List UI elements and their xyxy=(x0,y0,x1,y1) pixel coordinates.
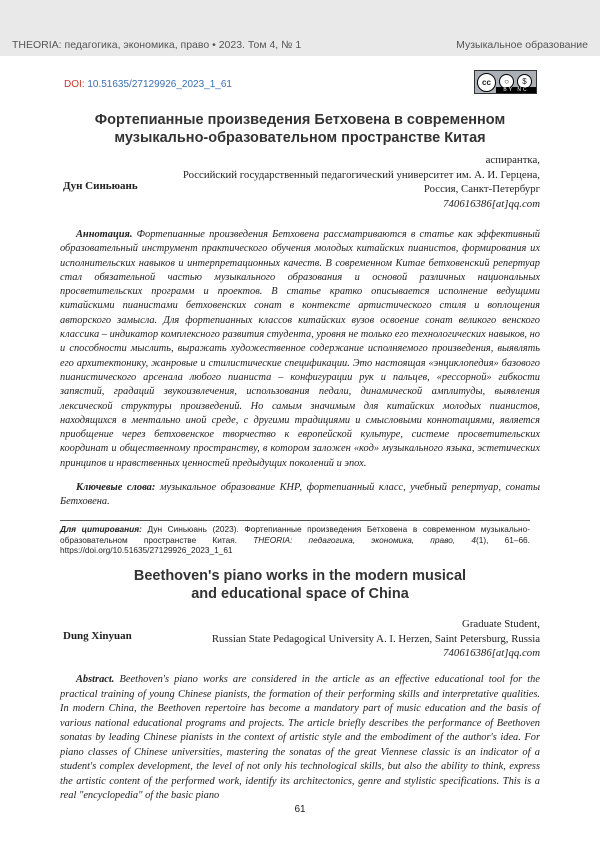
abstract-ru xyxy=(60,228,540,471)
section-header: Музыкальное образование xyxy=(456,39,588,51)
nc-icon: $ xyxy=(517,74,532,89)
title-en-line2: and educational space of China xyxy=(191,586,409,602)
aff-ru-line2: Российский государственный педагогический университет им. А. И. Герцена, xyxy=(182,168,540,181)
abstract-en-label: Abstract. xyxy=(76,674,115,685)
email-ru[interactable]: 740616386[at]qq.com xyxy=(443,197,540,210)
article-title-en xyxy=(60,567,540,603)
abstract-en xyxy=(60,673,540,804)
doi xyxy=(64,79,232,90)
citation-url[interactable]: https://doi.org/10.51635/27129926_2023_1_61 xyxy=(60,545,233,555)
affiliation-ru xyxy=(183,153,540,211)
author-ru: Дун Синьюань xyxy=(63,180,138,192)
title-en-line1: Beethoven's piano works in the modern musical xyxy=(133,568,467,584)
email-en[interactable]: 740616386[at]qq.com xyxy=(443,647,540,659)
keywords-text: музыкальное образование КНР, фортепианный класс, учебный репертуар, сонаты Бетховена. xyxy=(60,482,540,508)
page-number: 61 xyxy=(294,804,306,815)
abstract-en-text: Beethoven's piano works are considered in the article as an effective educational tool for the practical training of young Chinese pianists, the formation of their performing skills and interpretative qualities. In modern China, the Beethoven repertoire has become a mandatory part of music education and the basis of various national educational programs and projects. The article briefly describes the performance of Beethoven sonatas by leading Chinese pianists in the context of artistic style and the embodiment of the author's idea. For piano classes of Chinese universities, mastering the sonatas of the great Viennese classic is an indicator of a student's complex development, the level of not only his technological skills, but also the ability to think, express the artistic content of the performed work, identify its architectonics, genre and stylistic specifications. This is a real "encyclopedia" of the basic piano xyxy=(60,674,540,801)
citation-journal: THEORIA: педагогика, экономика, право, xyxy=(253,534,456,545)
running-header xyxy=(0,0,600,56)
title-ru-line1: Фортепианные произведения Бетховена в современном xyxy=(94,112,506,128)
doi-link[interactable]: 10.51635/27129926_2023_1_61 xyxy=(87,79,232,90)
title-ru-line2: музыкально-образовательном пространстве Китая xyxy=(114,130,486,146)
journal-header: THEORIA: педагогика, экономика, право • 2023. Том 4, № 1 xyxy=(12,39,302,51)
by-icon: ○ xyxy=(499,74,514,89)
affiliation-en xyxy=(212,617,540,661)
author-en: Dung Xinyuan xyxy=(63,630,132,642)
license-terms: BY NC xyxy=(496,87,536,93)
aff-en-line2: Russian State Pedagogical University A. I. Herzen, Saint Petersburg, Russia xyxy=(211,632,540,645)
article-title-ru xyxy=(60,111,540,147)
cc-license-badge[interactable] xyxy=(474,70,537,94)
keywords-ru xyxy=(60,481,540,510)
abstract-ru-text: Фортепианные произведения Бетховена рассматриваются в статье как эффективный образовательный инструмент практического обучения молодых китайских пианистов, формирования их исполнительских навыков и интерпретационных качеств. В современном Китае бетховенский репертуар стал обязательной частью музыкального образования и основой различных национальных просветительских программ и проектов. В статье кратко описывается исполнение ведущими китайскими пианистами бетховенских сонат в контексте артистического стиля и воплощения авторского замысла. Для фортепианных классов китайских вузов освоение сонат великого венского классика – индикатор комплексного развития студента, уровня не только его технологических навыков, но и способности мыслить, выражать художественное содержание исполняемого произведения, выявлять его архитектонику, жанровые и стилистические спецификации. Это настоящая «энциклопедия» базового пианистического арсенала любого пианиста – конфигурации рук и пальцев, «рессорной» гибкости запястий, градаций звукоизвлечения, использования педали, динамической амплитуды, выявления лексической структуры произведений. Но самым значимым для китайских молодых пианистов, находящихся в ментально иной среде, с другими традициями и смысловыми коннотациями, является приобщение через бетховенское творчество к европейской культуре, системе просветительских координат и общественному пространству, в котором заложен «код» музыкального языка, эстетических принципов и нравственных ценностей предыдущих поколений и эпох. xyxy=(60,229,540,469)
doi-label: DOI: xyxy=(64,79,85,90)
cc-icon: cc xyxy=(477,73,496,92)
citation-volume: 4 xyxy=(471,534,476,545)
keywords-label: Ключевые слова: xyxy=(76,482,156,493)
abstract-ru-label: Аннотация. xyxy=(76,229,133,240)
aff-ru-line3: Россия, Санкт-Петербург xyxy=(423,183,540,195)
citation-text: Дун Синьюань (2023). Фортепианные произведения Бетховена в современном музыкально-образовательном пространстве Китая. xyxy=(60,524,530,545)
aff-en-line1: Graduate Student, xyxy=(462,618,540,630)
citation-box xyxy=(60,520,530,556)
aff-ru-line1: аспирантка, xyxy=(485,154,540,166)
citation-issue: (1), 61–66. xyxy=(475,534,530,545)
citation-label: Для цитирования: xyxy=(60,524,142,534)
